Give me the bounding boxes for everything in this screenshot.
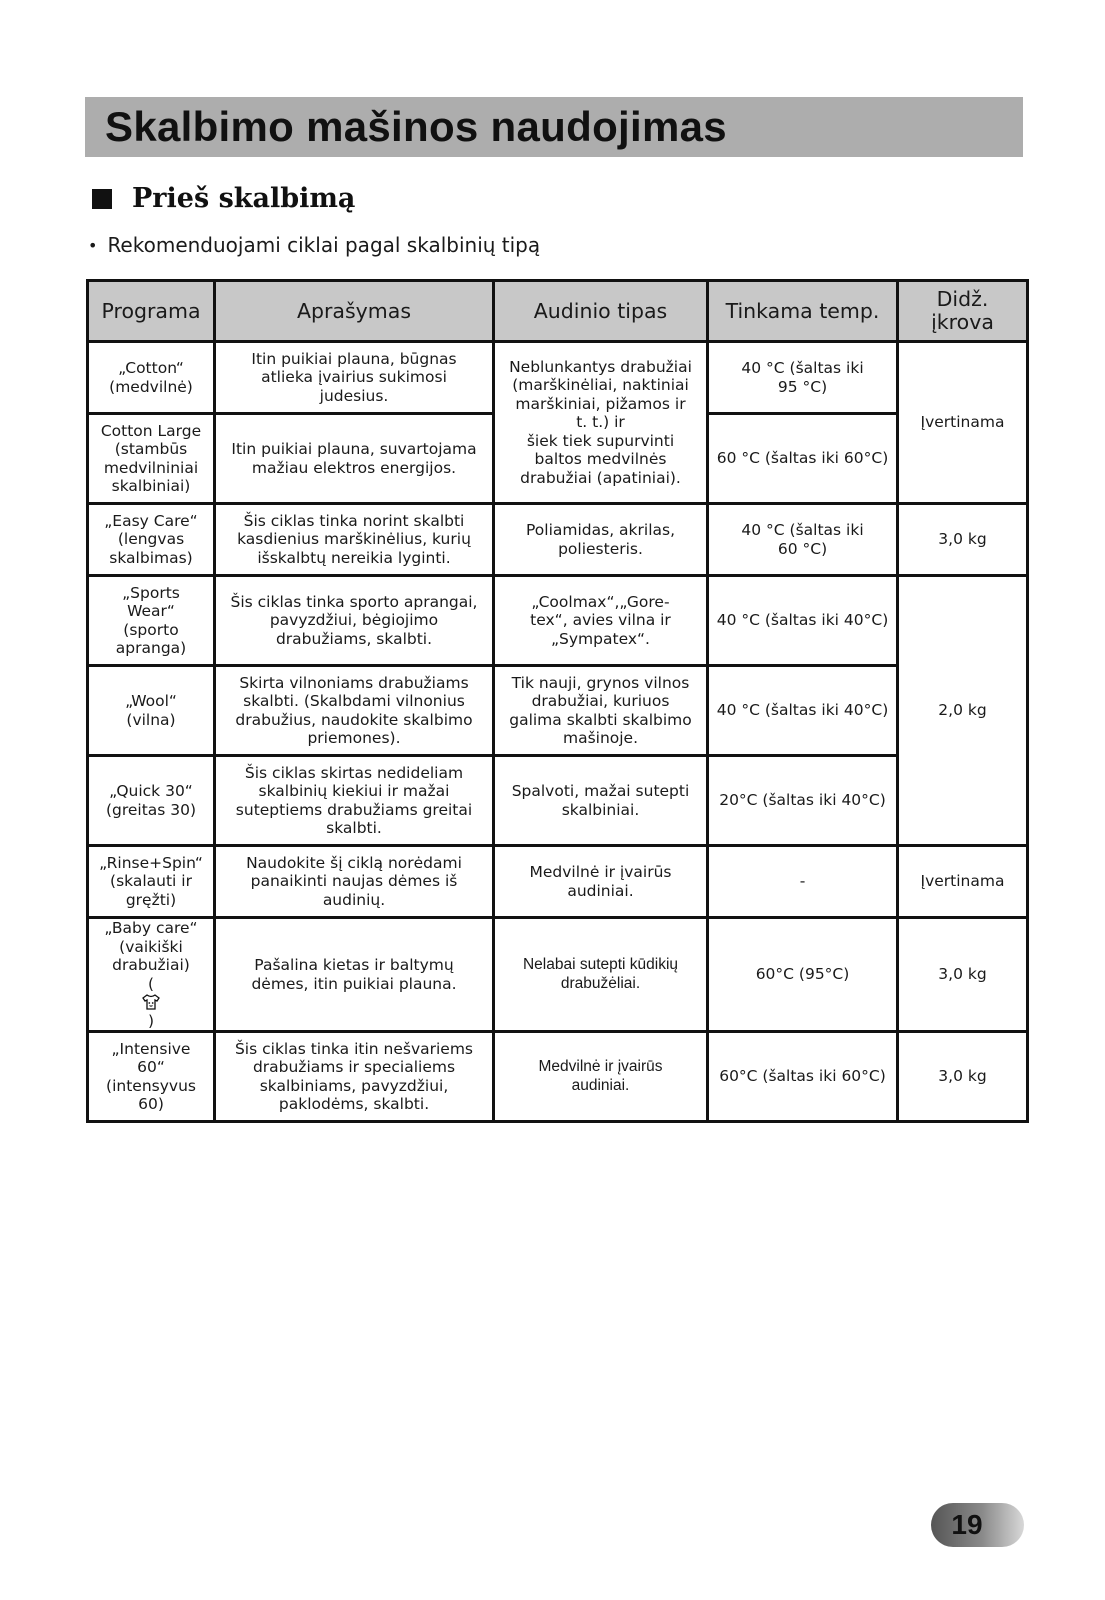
load-cell: 3,0 kg — [898, 504, 1028, 576]
program-line: 60) — [138, 1095, 164, 1113]
program-cell — [88, 414, 215, 504]
fabric-line: Tik nauji, grynos vilnos — [511, 673, 690, 692]
program-line: „Quick 30“ — [109, 782, 193, 800]
fabric-line: Nelabai sutepti kūdikių — [522, 956, 679, 973]
load-cell: 3,0 kg — [898, 1032, 1028, 1122]
program-line: „Easy Care“ — [104, 511, 198, 530]
description-cell — [215, 666, 494, 756]
program-line: (vaikiški — [119, 937, 183, 956]
fabric-cell — [494, 576, 708, 666]
fabric-line: poliesteris. — [558, 539, 643, 558]
fabric-line: šiek tiek supurvinti — [526, 431, 675, 450]
fabric-line: drabužiai (apatiniai). — [520, 468, 681, 487]
program-line: (intensyvus — [106, 1076, 196, 1095]
program-line: (greitas 30) — [105, 800, 197, 819]
program-cell — [88, 666, 215, 756]
fabric-cell — [494, 666, 708, 756]
fabric-line: mašinoje. — [562, 729, 639, 747]
program-cell — [88, 918, 215, 1032]
table-row — [88, 342, 1028, 414]
table-row — [88, 846, 1028, 918]
table-row — [88, 1032, 1028, 1122]
description-line: paklodėms, skalbti. — [278, 1095, 430, 1113]
description-line: Itin puikiai plauna, būgnas — [251, 349, 457, 368]
program-line: skalbiniai) — [111, 477, 191, 495]
fabric-cell — [494, 342, 708, 504]
description-line: panaikinti naujas dėmes iš — [250, 872, 458, 891]
description-line: skalbiniams, pavyzdžiui, — [259, 1076, 449, 1095]
table-row — [88, 666, 1028, 756]
description-cell — [215, 756, 494, 846]
program-line: (sporto — [123, 620, 179, 639]
description-cell — [215, 414, 494, 504]
header-load-line: įkrova — [931, 310, 994, 334]
fabric-line: „Coolmax“,„Gore- — [531, 592, 670, 611]
fabric-line: Poliamidas, akrilas, — [525, 521, 676, 539]
description-line: Šis ciklas tinka itin nešvariems — [234, 1039, 474, 1058]
square-bullet-icon — [92, 189, 112, 209]
program-line: gręžti) — [125, 890, 177, 909]
fabric-line: Neblunkantys drabužiai — [509, 357, 692, 376]
description-line: Šis ciklas skirtas nedideliam — [244, 763, 464, 782]
fabric-line: audiniai. — [571, 1076, 630, 1094]
description-line: audinių. — [322, 890, 386, 909]
program-line: skalbimas) — [109, 548, 193, 567]
temp-line: 40 °C (šaltas iki 40°C) — [716, 611, 889, 630]
temp-line: 60 °C (šaltas iki 60°C) — [716, 449, 889, 468]
fabric-cell — [494, 918, 708, 1032]
page-title: Skalbimo mašinos naudojimas — [105, 103, 727, 150]
program-line: „Wool“ — [125, 692, 177, 710]
header-program: Programa — [88, 281, 215, 342]
fabric-line: drabužiai, kuriuos — [531, 692, 670, 710]
fabric-line: t. t.) ir — [576, 413, 625, 432]
program-line: „Baby care“ — [104, 919, 198, 937]
description-line: drabužius, naudokite skalbimo — [235, 710, 473, 729]
description-line: Skirta vilnoniams drabužiams — [239, 673, 469, 692]
program-line: (stambūs — [114, 440, 188, 458]
paren-close: ) — [147, 1011, 155, 1030]
fabric-line: Medvilnė ir įvairūs — [529, 863, 672, 881]
table-row — [88, 576, 1028, 666]
temp-line: 60°C (šaltas iki 60°C) — [719, 1067, 886, 1086]
temp-cell — [708, 414, 898, 504]
description-line: skalbti. (Skalbdami vilnonius — [243, 692, 465, 710]
fabric-line: baltos medvilnės — [534, 450, 667, 469]
description-cell — [215, 504, 494, 576]
table-header-row — [88, 281, 1028, 342]
program-cell — [88, 1032, 215, 1122]
fabric-line: galima skalbti skalbimo — [509, 710, 692, 729]
fabric-cell — [494, 1032, 708, 1122]
subtitle-text: Rekomenduojami ciklai pagal skalbinių tipą — [107, 233, 541, 257]
description-line: atlieka įvairius sukimosi — [261, 368, 447, 387]
load-cell: 2,0 kg — [898, 576, 1028, 846]
program-cell — [88, 576, 215, 666]
page-number: 19 — [951, 1509, 983, 1540]
table-row — [88, 504, 1028, 576]
section-heading — [92, 183, 355, 214]
temp-line: 60°C (95°C) — [755, 965, 850, 984]
program-line: (medvilnė) — [109, 377, 193, 396]
section-title: Prieš skalbimą — [132, 183, 356, 214]
description-line: mažiau elektros energijos. — [251, 458, 457, 477]
subtitle — [88, 233, 540, 257]
header-load-line: Didž. — [936, 287, 989, 311]
description-cell — [215, 846, 494, 918]
load-cell: 3,0 kg — [898, 918, 1028, 1032]
fabric-line: Medvilnė ir įvairūs — [538, 1058, 663, 1075]
fabric-line: „Sympatex“. — [551, 629, 650, 648]
baby-shirt-icon — [142, 994, 160, 1010]
fabric-line: (marškinėliai, naktiniai — [512, 376, 689, 395]
program-line: 60“ — [137, 1058, 165, 1076]
description-cell — [215, 342, 494, 414]
table-row — [88, 918, 1028, 1032]
temp-line: 40 °C (šaltas iki — [741, 521, 864, 539]
program-line: „Sports — [122, 583, 180, 602]
bullet-icon: • — [88, 235, 98, 255]
description-line: skalbti. — [326, 819, 382, 837]
program-icon-line — [95, 975, 207, 1031]
title-bar — [85, 97, 1023, 157]
temp-line: 95 °C) — [777, 377, 828, 396]
fabric-cell — [494, 846, 708, 918]
load-cell: Įvertinama — [898, 846, 1028, 918]
temp-cell — [708, 576, 898, 666]
paren-open: ( — [147, 974, 155, 993]
program-line: drabužiai) — [112, 956, 190, 974]
header-fabric: Audinio tipas — [494, 281, 708, 342]
description-line: Naudokite šį ciklą norėdami — [246, 853, 462, 872]
description-cell — [215, 576, 494, 666]
cycles-table — [86, 279, 1029, 1123]
fabric-line: marškiniai, pižamos ir — [515, 394, 686, 413]
program-line: „Cotton“ — [118, 359, 184, 377]
description-line: kasdienius marškinėlius, kurių — [237, 530, 471, 549]
description-line: pavyzdžiui, bėgiojimo — [269, 611, 439, 630]
temp-cell — [708, 1032, 898, 1122]
program-line: Wear“ — [127, 602, 175, 620]
description-line: Šis ciklas tinka sporto aprangai, — [230, 592, 478, 611]
load-cell: Įvertinama — [898, 342, 1028, 504]
program-line: apranga) — [115, 639, 187, 657]
temp-cell — [708, 504, 898, 576]
description-cell — [215, 918, 494, 1032]
description-line: skalbinių kiekiui ir mažai — [258, 782, 450, 800]
fabric-line: drabužėliai. — [560, 974, 641, 992]
description-line: drabužiams ir specialiems — [252, 1058, 456, 1076]
temp-cell — [708, 756, 898, 846]
program-line: „Intensive — [111, 1039, 191, 1058]
description-line: dėmes, itin puikiai plauna. — [251, 974, 457, 993]
program-line: „Rinse+Spin“ — [99, 853, 203, 872]
description-line: Pašalina kietas ir baltymų — [254, 956, 454, 974]
description-line: suteptiems drabužiams greitai — [235, 800, 473, 819]
description-line: drabužiams, skalbti. — [275, 629, 433, 648]
program-line: Cotton Large — [100, 421, 202, 440]
program-cell — [88, 846, 215, 918]
fabric-line: skalbiniai. — [561, 800, 640, 819]
program-line: (vilna) — [126, 710, 176, 729]
fabric-line: audiniai. — [567, 881, 634, 900]
program-cell — [88, 342, 215, 414]
program-line: (lengvas — [117, 530, 185, 549]
description-line: priemones). — [307, 729, 401, 747]
fabric-cell — [494, 504, 708, 576]
fabric-cell — [494, 756, 708, 846]
page-number-badge — [931, 1503, 1024, 1547]
header-load — [898, 281, 1028, 342]
header-temp: Tinkama temp. — [708, 281, 898, 342]
table-row — [88, 756, 1028, 846]
temp-cell — [708, 342, 898, 414]
temp-cell — [708, 846, 898, 918]
program-cell — [88, 756, 215, 846]
description-line: judesius. — [319, 386, 389, 405]
temp-line: 40 °C (šaltas iki — [741, 359, 864, 377]
temp-line: 20°C (šaltas iki 40°C) — [719, 791, 886, 810]
temp-cell — [708, 918, 898, 1032]
program-line: (skalauti ir — [110, 872, 192, 891]
description-line: išskalbtų nereikia lyginti. — [257, 548, 451, 567]
program-line: medvilniniai — [103, 458, 199, 477]
temp-line: 40 °C (šaltas iki 40°C) — [716, 701, 889, 720]
description-line: Itin puikiai plauna, suvartojama — [231, 440, 477, 458]
header-description: Aprašymas — [215, 281, 494, 342]
description-cell — [215, 1032, 494, 1122]
temp-cell — [708, 666, 898, 756]
temp-line: 60 °C) — [777, 539, 828, 558]
fabric-line: tex“, avies vilna ir — [530, 611, 671, 630]
description-line: Šis ciklas tinka norint skalbti — [243, 511, 465, 530]
fabric-line: Spalvoti, mažai sutepti — [511, 782, 690, 800]
temp-line: - — [799, 872, 806, 891]
program-cell — [88, 504, 215, 576]
